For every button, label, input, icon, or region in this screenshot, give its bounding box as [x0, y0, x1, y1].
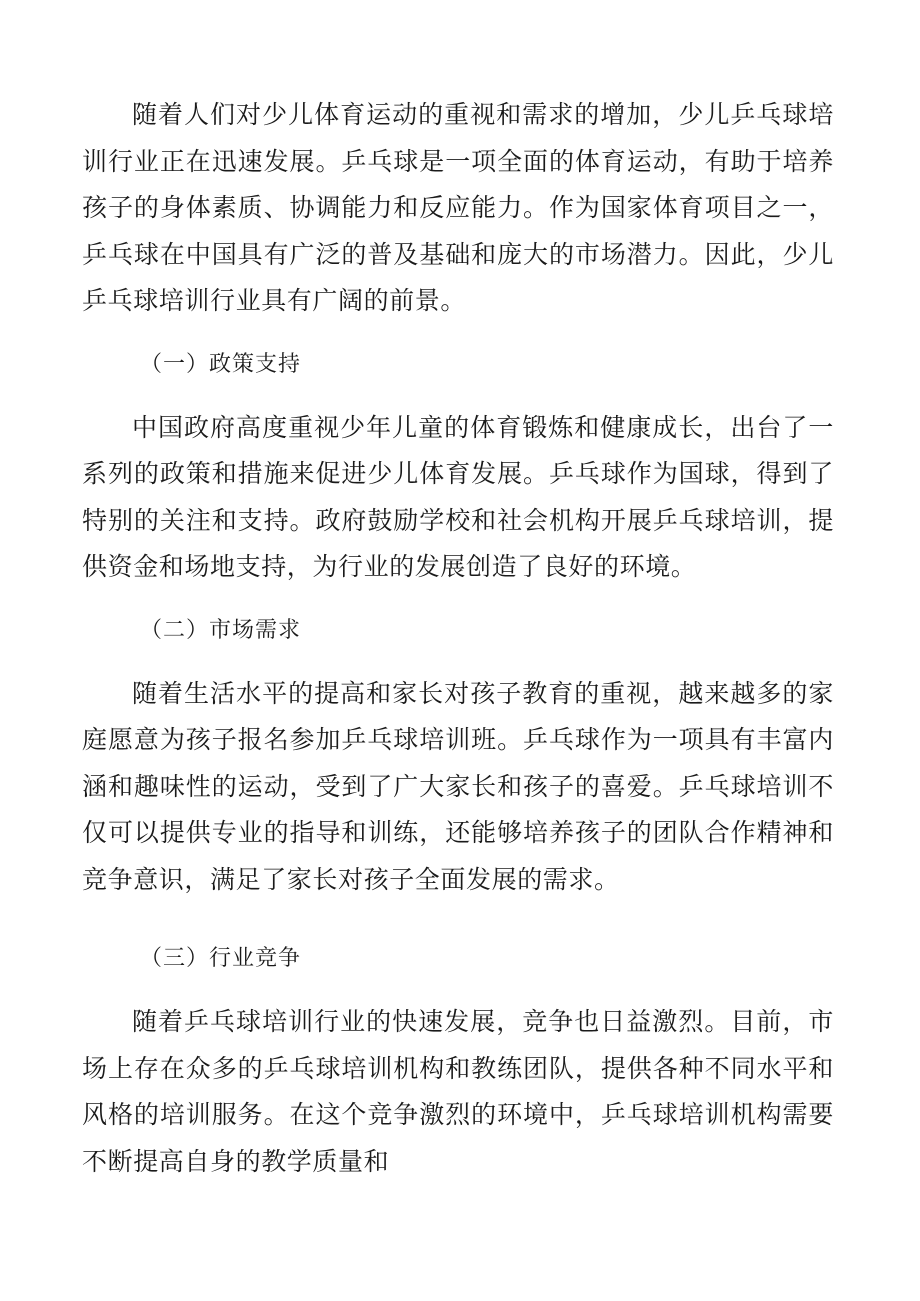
section-heading-policy: （一）政策支持 [140, 351, 302, 377]
intro-paragraph: 随着人们对少儿体育运动的重视和需求的增加，少儿乒乓球培训行业正在迅速发展。乒乓球是一项全面的体育运动，有助于培养孩子的身体素质、协调能力和反应能力。作为国家体育项目之一，乒乓球在中国具有广泛的普及基础和庞大的市场潜力。因此，少儿乒乓球培训行业具有广阔的前景。 [82, 100, 834, 315]
section-body-market: 随着生活水平的提高和家长对孩子教育的重视，越来越多的家庭愿意为孩子报名参加乒乓球培训班。乒乓球作为一项具有丰富内涵和趣味性的运动，受到了广大家长和孩子的喜爱。乒乓球培训不仅可以提供专业的指导和训练，还能够培养孩子的团队合作精神和竞争意识，满足了家长对孩子全面发展的需求。 [82, 678, 834, 894]
spacer [82, 903, 834, 919]
section-heading-competition: （三）行业竞争 [140, 946, 302, 971]
section-body-competition: 随着乒乓球培训行业的快速发展，竞争也日益激烈。目前，市场上存在众多的乒乓球培训机构和教练团队，提供各种不同水平和风格的培训服务。在这个竞争激烈的环境中，乒乓球培训机构需要不断提高自身的教学质量和 [82, 1007, 834, 1176]
section-body-policy: 中国政府高度重视少年儿童的体育锻炼和健康成长，出台了一系列的政策和措施来促进少儿体育发展。乒乓球作为国球，得到了特别的关注和支持。政府鼓励学校和社会机构开展乒乓球培训，提供资金和场地支持，为行业的发展创造了良好的环境。 [82, 412, 834, 581]
document-body [82, 92, 834, 1185]
section-heading-market: （二）市场需求 [140, 617, 302, 643]
